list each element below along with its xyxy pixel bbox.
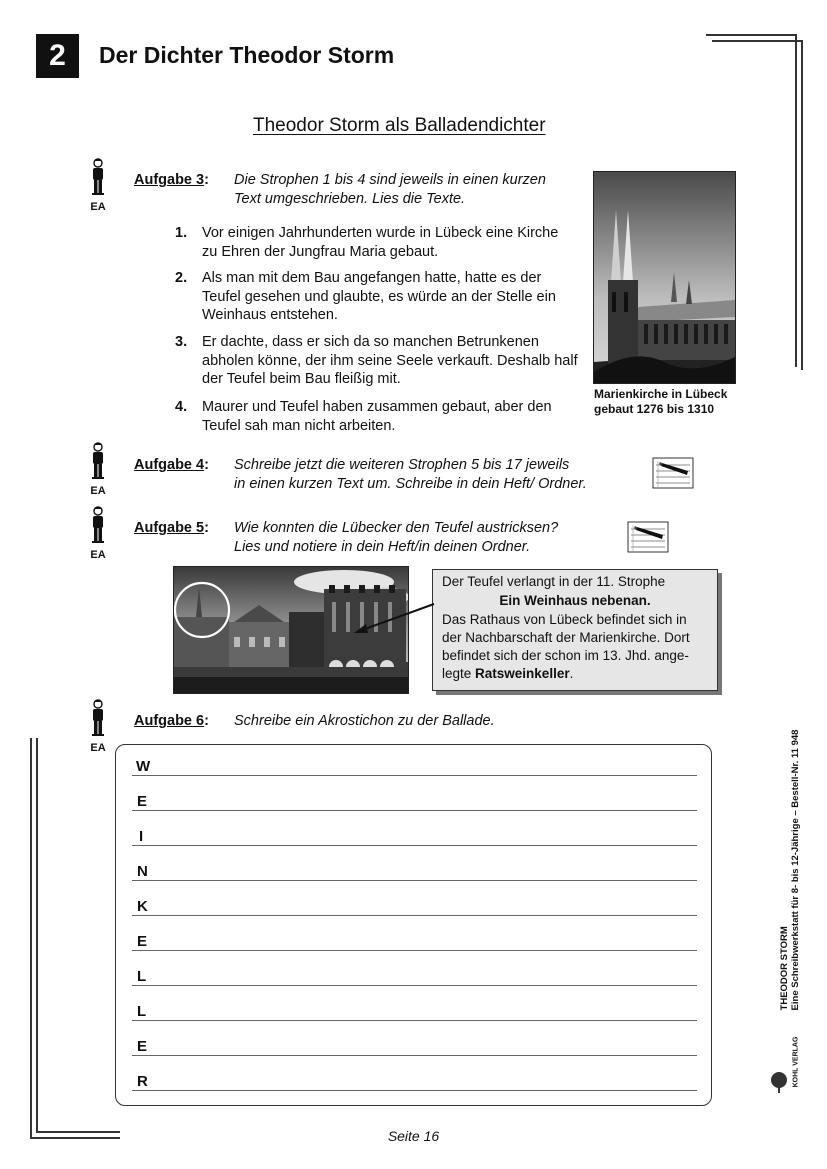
acrostic-letter: E [137, 793, 148, 810]
task3-colon: : [204, 172, 209, 188]
infobox-body-text: Das Rathaus von Lübeck befindet sich in der Nachbarschaft der Marienkirche. Dort befindet sich der schon im 13. Jhd. ange-legte [442, 612, 690, 681]
acrostic-line[interactable] [132, 784, 697, 811]
ea-badge-task5 [88, 506, 108, 561]
caption-line2: gebaut 1276 bis 1310 [594, 402, 715, 416]
task4-label: Aufgabe 4 [134, 457, 205, 473]
photo-caption [594, 387, 727, 417]
acrostic-letter: L [137, 968, 147, 985]
acrostic-letter: R [137, 1073, 148, 1090]
frame-line-top [706, 34, 796, 36]
ea-badge-task4 [88, 442, 108, 497]
acrostic-letter: I [139, 828, 144, 845]
info-box [432, 569, 718, 691]
task5-instruction [234, 519, 558, 557]
acrostic-line[interactable] [132, 959, 697, 986]
acrostic-letter: N [137, 863, 148, 880]
task5-colon: : [204, 520, 209, 536]
acrostic-line[interactable] [132, 749, 697, 776]
infobox-period: . [569, 666, 574, 681]
task6-line1: Schreibe ein Akrostichon zu der Ballade. [234, 713, 495, 729]
infobox-bold-term: Ratsweinkeller [475, 666, 570, 681]
caption-line1: Marienkirche in Lübeck [594, 387, 728, 401]
task5-heading [134, 519, 209, 537]
acrostic-letter: L [137, 1003, 147, 1020]
acrostic-letter: E [137, 933, 148, 950]
student-figure-icon [88, 158, 108, 196]
ea-badge-task3 [88, 158, 108, 213]
student-figure-icon [88, 442, 108, 480]
publisher-name: KOHL VERLAG [792, 1036, 800, 1088]
item-text: Als man mit dem Bau angefangen hatte, hatte es der Teufel gesehen und glaubte, es würde an der Stelle ein Weinhaus entstehen. [202, 270, 556, 323]
task5-label: Aufgabe 5 [134, 520, 205, 536]
ea-label: EA [90, 201, 106, 213]
task4-heading [134, 456, 209, 474]
frame-line-left [30, 738, 32, 1138]
section-subtitle: Theodor Storm als Balladendichter [253, 115, 546, 136]
student-figure-icon [88, 699, 108, 737]
ea-label: EA [90, 549, 106, 561]
page-title: Der Dichter Theodor Storm [99, 42, 395, 68]
acrostic-letter: W [136, 758, 151, 775]
task3-heading [134, 171, 209, 189]
item-text: Maurer und Teufel haben zusammen gebaut, aber den Teufel sah man nicht arbeiten. [202, 399, 552, 434]
task3-instruction [234, 171, 546, 209]
task6-colon: : [204, 713, 209, 729]
infobox-line1: Der Teufel verlangt in der 11. Strophe [442, 574, 666, 589]
acrostic-line[interactable] [132, 889, 697, 916]
task3-label: Aufgabe 3 [134, 172, 205, 188]
chapter-number: 2 [36, 34, 79, 78]
student-figure-icon [88, 506, 108, 544]
item-number: 2. [175, 270, 188, 286]
item-text: Vor einigen Jahrhunderten wurde in Lübeck eine Kirche zu Ehren der Jungfrau Maria gebaut. [202, 225, 559, 260]
task4-line2: in einen kurzen Text um. Schreibe in dein Heft/ Ordner. [234, 476, 587, 492]
task6-heading [134, 712, 209, 730]
acrostic-letter: E [137, 1038, 148, 1055]
ea-label: EA [90, 485, 106, 497]
acrostic-line[interactable] [132, 854, 697, 881]
task3-line2: Text umgeschrieben. Lies die Texte. [234, 191, 466, 207]
ea-label: EA [90, 742, 106, 754]
item-number: 4. [175, 399, 188, 415]
publisher-logo [768, 1035, 798, 1095]
acrostic-line[interactable] [132, 1029, 697, 1056]
frame-line-right-inner [801, 40, 803, 370]
frame-line-top-inner [712, 40, 802, 42]
acrostic-box [115, 744, 712, 1106]
task4-line1: Schreibe jetzt die weiteren Strophen 5 bis 17 jeweils [234, 457, 570, 473]
marienkirche-photo [593, 171, 736, 384]
acrostic-letter: K [137, 898, 148, 915]
frame-line-right [795, 34, 797, 367]
task6-instruction [234, 712, 495, 731]
acrostic-line[interactable] [132, 994, 697, 1021]
task3-line1: Die Strophen 1 bis 4 sind jeweils in einen kurzen [234, 172, 546, 188]
side-subtitle: Eine Schreibwerkstatt für 8- bis 12-Jährige – Bestell-Nr. 11 948 [790, 729, 801, 1011]
pointer-arrow [340, 600, 440, 640]
frame-line-left-inner [36, 738, 38, 1132]
item-text: Er dachte, dass er sich da so manchen Betrunkenen abholen könne, der ihm seine Seele verkauft. Deshalb half der Teufel beim Bau fleißig mit. [202, 334, 578, 387]
task5-line1: Wie konnten die Lübecker den Teufel austricksen? [234, 520, 559, 536]
acrostic-line[interactable] [132, 924, 697, 951]
task4-instruction [234, 456, 587, 494]
acrostic-line[interactable] [132, 1064, 697, 1091]
write-pen-icon [627, 521, 669, 558]
item-number: 1. [175, 225, 188, 241]
ea-badge-task6 [88, 699, 108, 754]
item-number: 3. [175, 334, 188, 350]
infobox-quote: Ein Weinhaus nebenan. [499, 593, 651, 608]
side-title: THEODOR STORM [779, 926, 790, 1011]
side-imprint [768, 715, 812, 1025]
task6-label: Aufgabe 6 [134, 713, 205, 729]
task4-colon: : [204, 457, 209, 473]
write-pen-icon [652, 457, 694, 494]
acrostic-line[interactable] [132, 819, 697, 846]
page-number: Seite 16 [387, 1128, 440, 1144]
task5-line2: Lies und notiere in dein Heft/in deinen Ordner. [234, 539, 531, 555]
publisher-name-wrap [791, 1037, 801, 1087]
infobox-body [442, 611, 708, 683]
